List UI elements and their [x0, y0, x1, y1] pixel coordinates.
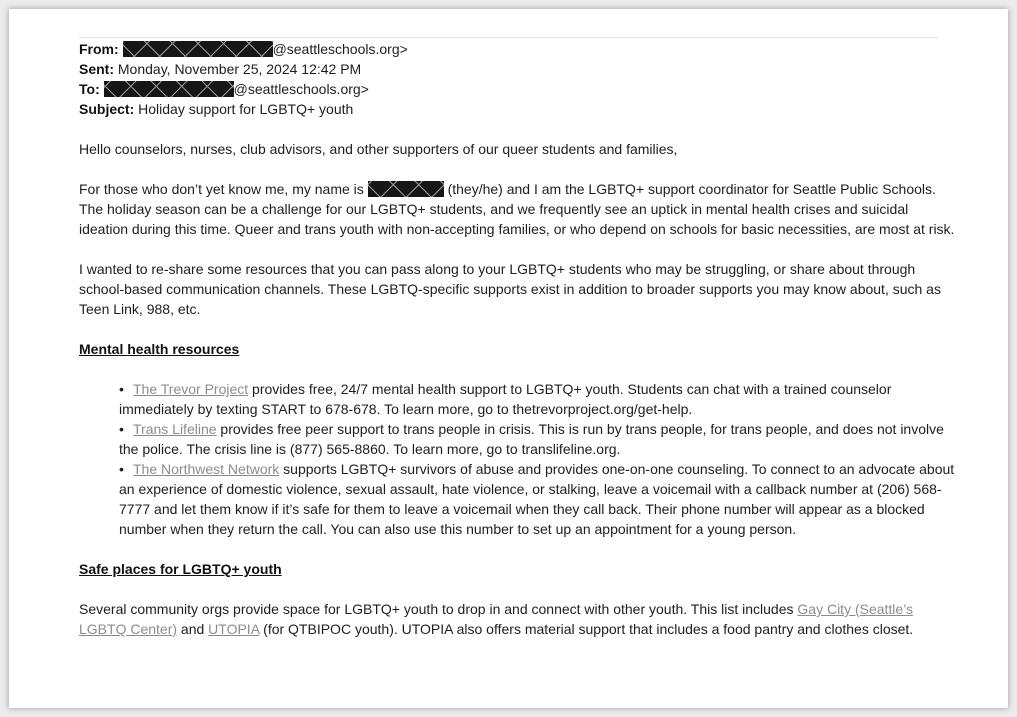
sent-line [79, 59, 959, 79]
to-label: To: [79, 81, 100, 97]
redacted-name [368, 181, 444, 197]
northwest-network-link[interactable]: The Northwest Network [133, 461, 280, 477]
intro-text-start: For those who don’t yet know me, my name is [79, 181, 368, 197]
intro-paragraph [79, 179, 959, 239]
list-item-text: provides free, 24/7 mental health support to LGBTQ+ youth. Students can chat with a trained counselor immediately by texting START to 678-678. To learn more, go to thetrevorproject.org/get-help. [119, 381, 892, 417]
subject-label: Subject: [79, 101, 135, 117]
list-item [119, 379, 959, 419]
list-item [119, 459, 959, 539]
subject-value: Holiday support for LGBTQ+ youth [138, 101, 354, 117]
list-item-text: provides free peer support to trans people in crisis. This is run by trans people, for trans people, and does not involve the police. The crisis line is (877) 565-8860. To learn more, go to translifeline.org. [119, 421, 944, 457]
safe-places-heading: Safe places for LGBTQ+ youth [79, 561, 282, 577]
utopia-link[interactable]: UTOPIA [208, 621, 260, 637]
email-content [79, 39, 959, 639]
bullet-icon: • [119, 461, 124, 477]
from-line [79, 39, 959, 59]
header-divider [79, 37, 938, 38]
bullet-icon: • [119, 381, 124, 397]
sent-value: Monday, November 25, 2024 12:42 PM [117, 61, 362, 77]
to-line [79, 79, 959, 99]
safe-places-paragraph [79, 599, 959, 639]
redacted-sender [123, 41, 273, 57]
from-domain: @seattleschools.org> [272, 41, 408, 57]
sent-label: Sent: [79, 61, 114, 77]
greeting: Hello counselors, nurses, club advisors, and other supporters of our queer students and families, [79, 141, 678, 157]
gay-city-link[interactable]: Gay City (Seattle’s LGBTQ Center) [79, 601, 914, 637]
list-item [119, 419, 959, 459]
trevor-project-link[interactable]: The Trevor Project [133, 381, 249, 397]
intro-text-end: (they/he) and I am the LGBTQ+ support coordinator for Seattle Public Schools. The holiday season can be a challenge for our LGBTQ+ students, and we frequently see an uptick in mental health crises and suicidal ideation during this time. Queer and trans youth with non-accepting families, or who depend on schools for basic necessities, are most at risk. [79, 181, 955, 237]
safe-places-text-and: and [177, 621, 209, 637]
reshare-paragraph: I wanted to re-share some resources that you can pass along to your LGBTQ+ students who may be struggling, or share about through school-based communication channels. These LGBTQ-specific supports exist in addition to broader supports you may know about, such as Teen Link, 988, etc. [79, 261, 941, 317]
subject-line [79, 99, 959, 119]
to-domain: @seattleschools.org> [233, 81, 369, 97]
email-page [9, 9, 1008, 708]
trans-lifeline-link[interactable]: Trans Lifeline [133, 421, 217, 437]
safe-places-text-end: (for QTBIPOC youth). UTOPIA also offers material support that includes a food pantry and clothes closet. [259, 621, 914, 637]
safe-places-text-start: Several community orgs provide space for LGBTQ+ youth to drop in and connect with other youth. This list includes [79, 601, 798, 617]
redacted-recipient [104, 81, 234, 97]
list-item-text: supports LGBTQ+ survivors of abuse and provides one-on-one counseling. To connect to an advocate about an experience of domestic violence, sexual assault, hate violence, or stalking, leave a voicemail with a callback number at (206) 568-7777 and let them know if it’s safe for them to leave a voicemail when they call back. Their phone number will appear as a blocked number when they return the call. You can also use this number to set up an appointment for a young person. [119, 461, 955, 537]
mental-health-list [79, 379, 959, 539]
from-label: From: [79, 41, 119, 57]
bullet-icon: • [119, 421, 124, 437]
mental-health-heading: Mental health resources [79, 341, 240, 357]
